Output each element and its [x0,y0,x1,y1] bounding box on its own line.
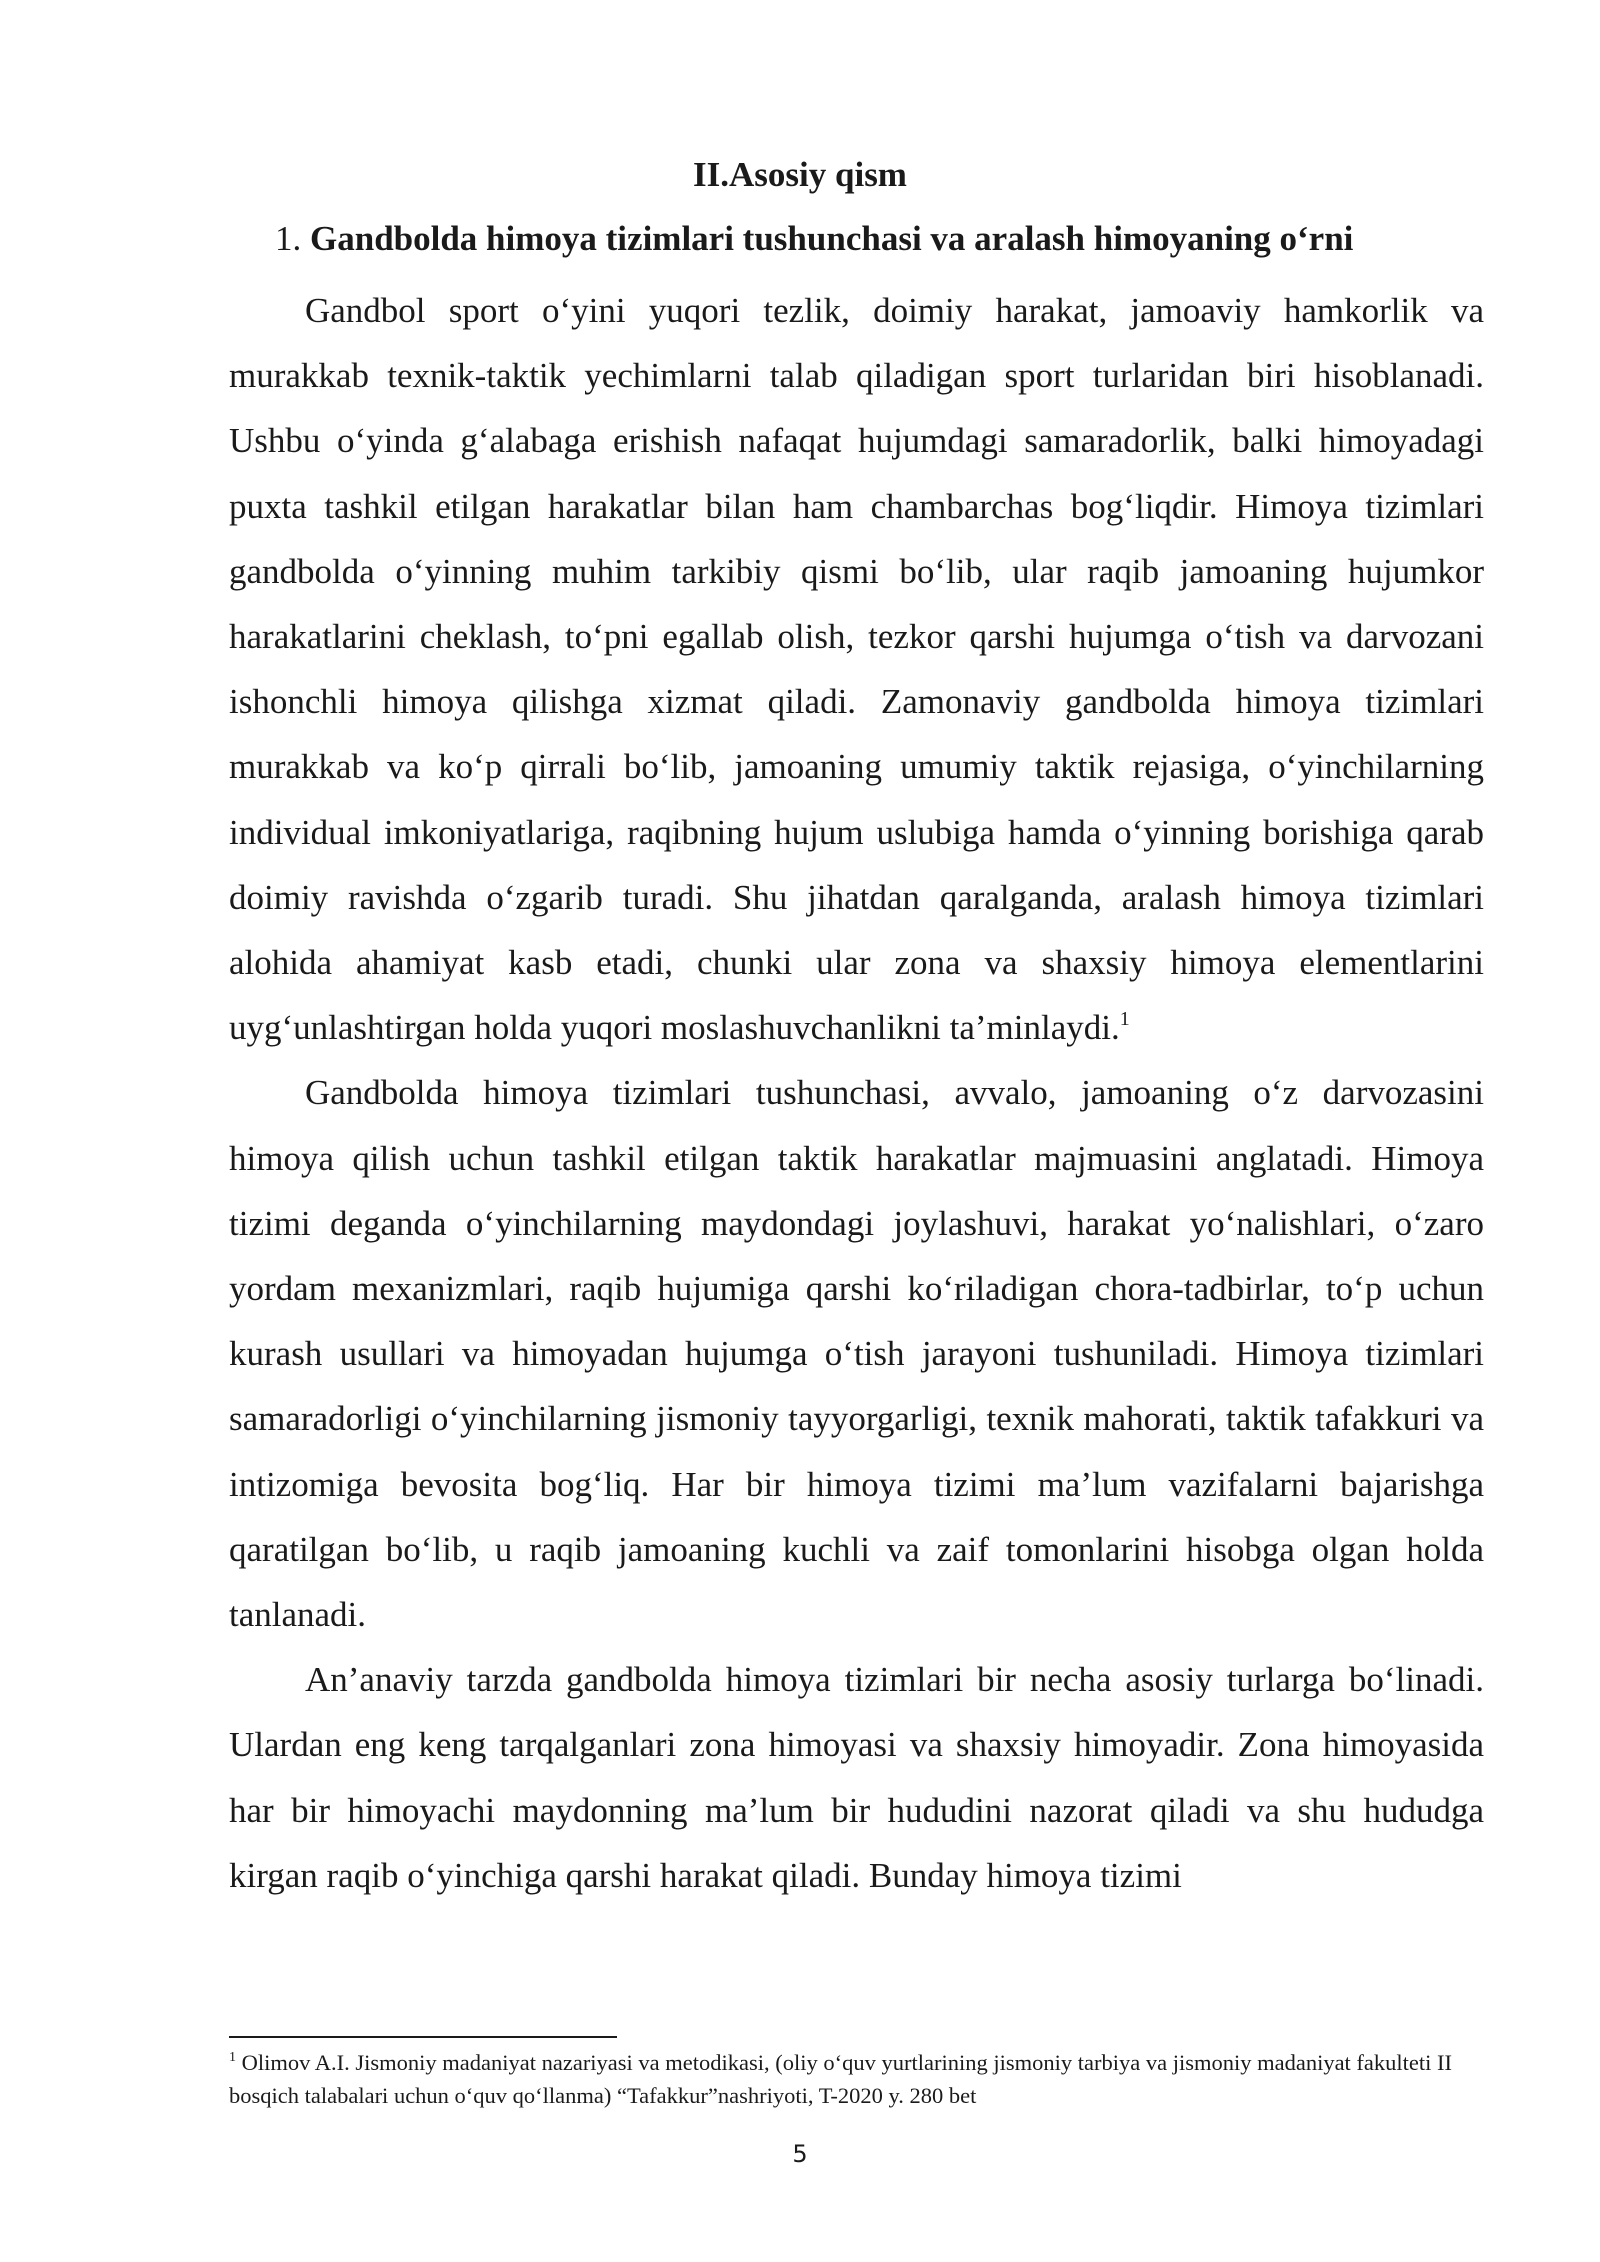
footnote-separator [229,2036,617,2038]
footnote [229,2046,1484,2112]
paragraph-1 [229,278,1484,1060]
page-number: 5 [792,2140,808,2168]
footnote-reference: 1 [1119,1008,1130,1031]
paragraph-1-text: Gandbol sport o‘yini yuqori tezlik, doimiy harakat, jamoaviy hamkorlik va murakkab texnik-taktik yechimlarni talab qiladigan sport turlaridan biri hisoblanadi. Ushbu o‘yinda g‘alabaga erishish nafaqat hujumdagi samaradorlik, balki himoyadagi puxta tashkil etilgan harakatlar bilan ham chambarchas bog‘liqdir. Himoya tizimlari gandbolda o‘yinning muhim tarkibiy qismi bo‘lib, ular raqib jamoaning hujumkor harakatlarini cheklash, to‘pni egallab olish, tezkor qarshi hujumga o‘tish va darvozani ishonchli himoya qilishga xizmat qiladi. Zamonaviy gandbolda himoya tizimlari murakkab va ko‘p qirrali bo‘lib, jamoaning umumiy taktik rejasiga, o‘yinchilarning individual imkoniyatlariga, raqibning hujum uslubiga hamda o‘yinning borishiga qarab doimiy ravishda o‘zgarib turadi. Shu jihatdan qaralganda, aralash himoya tizimlari alohida ahamiyat kasb etadi, chunki ular zona va shaxsiy himoya elementlarini uyg‘unlashtirgan holda yuqori moslashuvchanlikni ta’minlaydi. [229,291,1484,1048]
section-title: II.Asosiy qism [693,155,907,194]
body-text [229,278,1484,1908]
paragraph-2: Gandbolda himoya tizimlari tushunchasi, avvalo, jamoaning o‘z darvozasini himoya qilish uchun tashkil etilgan taktik harakatlar majmuasini anglatadi. Himoya tizimi deganda o‘yinchilarning maydondagi joylashuvi, harakat yo‘nalishlari, o‘zaro yordam mexanizmlari, raqib hujumiga qarshi ko‘riladigan chora-tadbirlar, to‘p uchun kurash usullari va himoyadan hujumga o‘tish jarayoni tushuniladi. Himoya tizimlari samaradorligi o‘yinchilarning jismoniy tayyorgarligi, texnik mahorati, taktik tafakkuri va intizomiga bevosita bog‘liq. Har bir himoya tizimi ma’lum vazifalarni bajarishga qaratilgan bo‘lib, u raqib jamoaning kuchli va zaif tomonlarini hisobga olgan holda tanlanadi. [229,1073,1484,1635]
footnote-marker: 1 [229,2050,236,2065]
subsection-number: 1. [275,219,302,258]
subsection-title-text: Gandbolda himoya tizimlari tushunchasi va aralash himoyaning o‘rni [310,219,1354,258]
paragraph-3: An’anaviy tarzda gandbolda himoya tizimlari bir necha asosiy turlarga bo‘linadi. Ulardan eng keng tarqalganlari zona himoyasi va shaxsiy himoyadir. Zona himoyasida har bir himoyachi maydonning ma’lum bir hududini nazorat qiladi va shu hududga kirgan raqib o‘yinchiga qarshi harakat qiladi. Bunday himoya tizimi [229,1660,1484,1895]
footnote-text: Olimov A.I. Jismoniy madaniyat nazariyasi va metodikasi, (oliy o‘quv yurtlarining jismoniy tarbiya va jismoniy madaniyat fakulteti II bosqich talabalari uchun o‘quv qo‘llanma) “Tafakkur”nashriyoti, T-2020 y. 280 bet [229,2050,1453,2108]
subsection-title [275,214,1475,264]
